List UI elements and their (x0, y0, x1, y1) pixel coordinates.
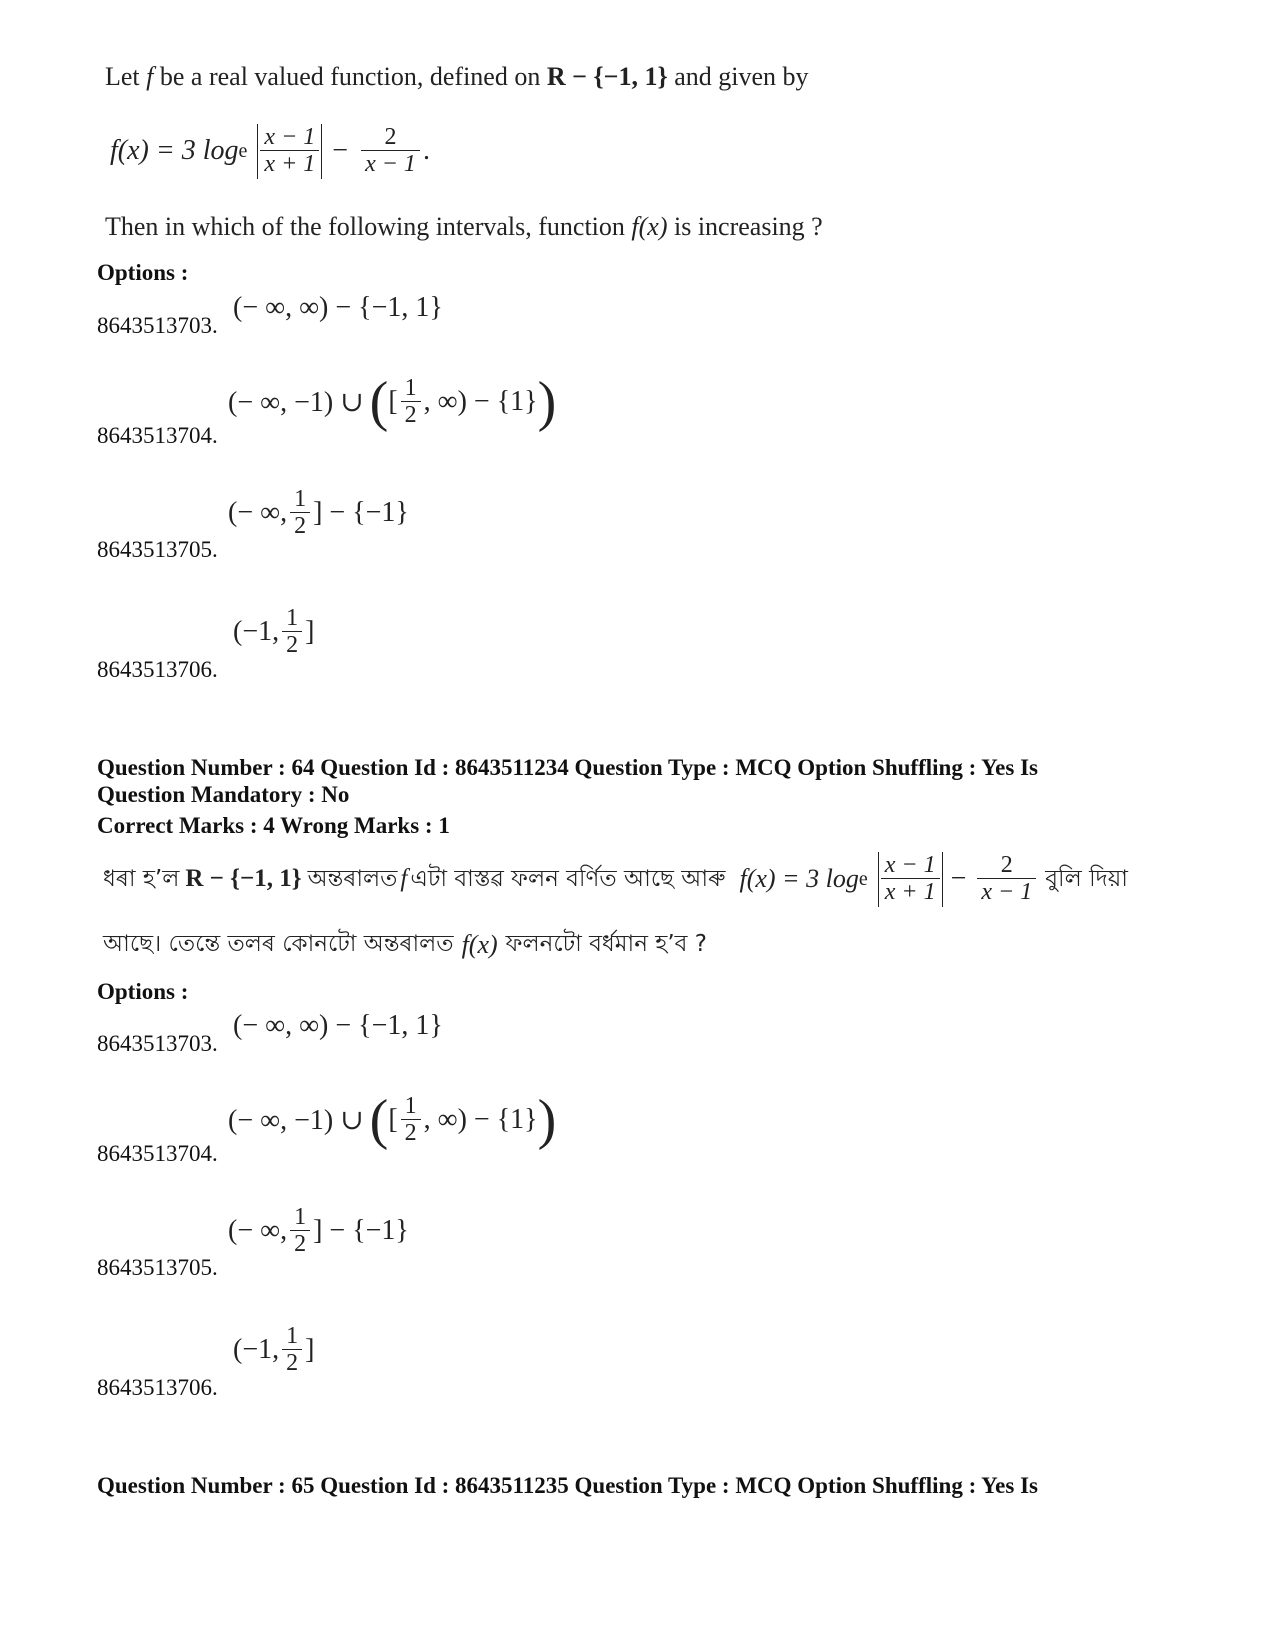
option-expression: (− ∞, −1) ∪ ( [ $\frac{1}{2}$ , ∞) − {1} ) (228, 1089, 557, 1151)
q63-question: Then in which of the following intervals, function f(x) is increasing ? (105, 212, 823, 241)
option-id: 8643513705. (97, 1255, 218, 1280)
q63-stem: Let f be a real valued function, defined on R − {−1, 1} and given by (105, 62, 809, 91)
option-id: 8643513706. (97, 657, 218, 682)
option-id: 8643513703. (97, 313, 218, 338)
option-id: 8643513706. (97, 1375, 218, 1400)
option-expression: (− ∞, $\frac{1}{2}$ ] − {−1} (228, 1204, 409, 1258)
option-id: 8643513704. (97, 1141, 218, 1166)
q65-header-line1: Question Number : 65 Question Id : 8643511235 Question Type : MCQ Option Shuffling : Yes Is (97, 1473, 1038, 1498)
option-id: 8643513703. (97, 1031, 218, 1056)
q64-header-line2: Question Mandatory : No (97, 782, 350, 807)
option-expression: (−1, $\frac{1}{2}$ ] (233, 1323, 315, 1377)
q64-options-label: Options : (97, 979, 189, 1004)
option-expression: (− ∞, $\frac{1}{2}$ ] − {−1} (228, 486, 409, 540)
option-expression: (− ∞, −1) ∪ ( [ $\frac{1}{2}$ , ∞) − {1} ) (228, 371, 557, 433)
abs-value: $\frac{x - 1}{x + 1}$ (878, 852, 943, 907)
option-expression: (−1, $\frac{1}{2}$ ] (233, 605, 315, 659)
q64-stem-line1: ধৰা হ’ল R − {−1, 1} অন্তৰালত f এটা বাস্তৱ ফলন বৰ্ণিত আছে আৰু f(x) = 3 log e $\frac{x - 1}{x + 1}$ − $\frac{2}{x - 1}$ বুলি দিয়া (103, 852, 1128, 906)
option-expression: (− ∞, ∞) − {−1, 1} (233, 1010, 443, 1041)
abs-value: $\frac{x - 1}{x + 1}$ (257, 124, 322, 179)
q63-options-label: Options : (97, 260, 189, 285)
q64-stem-line2: আছে। তেন্তে তলৰ কোনটো অন্তৰালত f(x) ফলনটো বৰ্ধমান হ’ব ? (103, 929, 707, 959)
q63-formula: f(x) = 3 log e $\frac{x - 1}{x + 1}$ − $\frac{2}{x - 1}$ . (110, 124, 430, 178)
q64-marks: Correct Marks : 4 Wrong Marks : 1 (97, 813, 450, 838)
option-expression: (− ∞, ∞) − {−1, 1} (233, 292, 443, 323)
option-id: 8643513704. (97, 423, 218, 448)
q64-header-line1: Question Number : 64 Question Id : 8643511234 Question Type : MCQ Option Shuffling : Yes Is (97, 755, 1038, 780)
option-id: 8643513705. (97, 537, 218, 562)
